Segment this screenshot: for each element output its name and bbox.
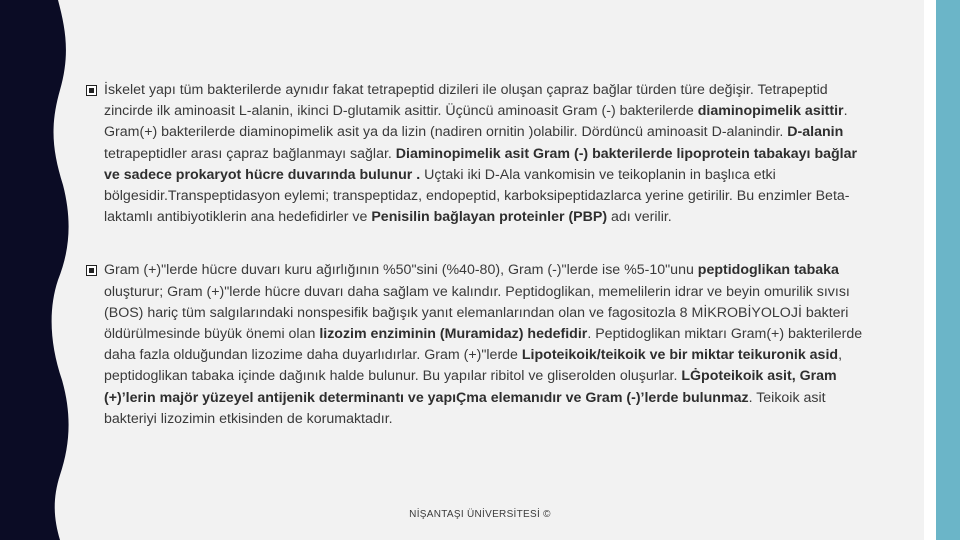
text-run: İskelet yapı tüm bakterilerde aynıdır fakat tetrapeptid dizileri ile oluşan çapraz bağlar türden türe değişir. Tetrapeptid zincirde ilk aminoasit L-alanin, ikinci D-glutamik asittir. Üçüncü aminoasit Gram (-) bakterilerde (104, 82, 828, 120)
slide-content (86, 80, 874, 430)
text-run: , peptidoglikan tabaka içinde dağınık halde bulunur. Bu yapılar ribitol ve gliserolden oluşurlar. (104, 347, 843, 385)
text-run: . Gram(+) bakterilerde diaminopimelik asit ya da lizin (nadiren ornitin )olabilir. Dördüncü aminoasit D-alanindir. (104, 103, 848, 141)
bold-text-run: Penisilin bağlayan proteinler (PBP) (371, 209, 608, 226)
text-run: adı verilir. (607, 209, 672, 226)
paragraph-peptidoglycan (86, 260, 874, 430)
text-run: oluşturur; Gram (+)"lerde hücre duvarı daha sağlam ve kalındır. Peptidoglikan, memelilerin idrar ve beyin omurilik sıvısı (BOS) hariç tüm salgılarındaki nonspesifik bağışık yanıt elemanlarından olan ve fagositozla 8 MİKROBİYOLOJİ bakteri öldürülmesinde büyük önemi olan (104, 283, 850, 343)
bold-text-run: Diaminopimelik asit Gram (-) bakterilerde lipoprotein tabakayı bağlar ve sadece prokaryot hücre duvarında bulunur . (104, 145, 858, 183)
right-divider (924, 0, 936, 540)
left-decorative-band (0, 0, 80, 540)
checkbox-bullet-icon (86, 85, 97, 96)
text-run: . Teikoik asit bakteriyi lizozimin etkisinden de korumaktadır. (104, 389, 826, 427)
footer-text: NİŞANTAŞI ÜNİVERSİTESİ © (409, 509, 551, 520)
bold-text-run: Lipoteikoik/teikoik ve bir miktar teikuronik asid (521, 347, 839, 364)
right-accent-band (936, 0, 960, 540)
text-run: . Peptidoglikan miktarı Gram(+) bakterilerde daha fazla olduğundan lizozime daha duyarlıdırlar. Gram (+)"lerde (104, 326, 863, 364)
bold-text-run: LĠpoteikoik asit, Gram (+)’lerin majör yüzeyel antijenik determinantı ve yapıÇma elemanıdır ve Gram (-)’lerde bulunmaz (104, 368, 837, 406)
bold-text-run: lizozim enziminin (Muramidaz) hedefidir (319, 326, 588, 343)
bold-text-run: peptidoglikan tabaka (697, 262, 839, 279)
checkbox-bullet-icon (86, 265, 97, 276)
text-run: Gram (+)"lerde hücre duvarı kuru ağırlığının %50"sini (%40-80), Gram (-)"lerde ise %5-10"unu (104, 262, 698, 279)
paragraph-cell-wall-structure (86, 80, 874, 228)
bold-text-run: D-alanin (787, 124, 844, 141)
text-run: Uçtaki iki D-Ala vankomisin ve teikoplanin in başlıca etki bölgesidir.Transpeptidasyon eylemi; transpeptidaz, endopeptid, karboksipeptidazlarca yerine getirilir. Bu enzimler Beta-laktamlı antibiyotiklerin ana hedefidirler ve (104, 166, 850, 226)
bold-text-run: diaminopimelik asittir (697, 103, 844, 120)
text-run: tetrapeptidler arası çapraz bağlanmayı sağlar. (104, 145, 396, 162)
